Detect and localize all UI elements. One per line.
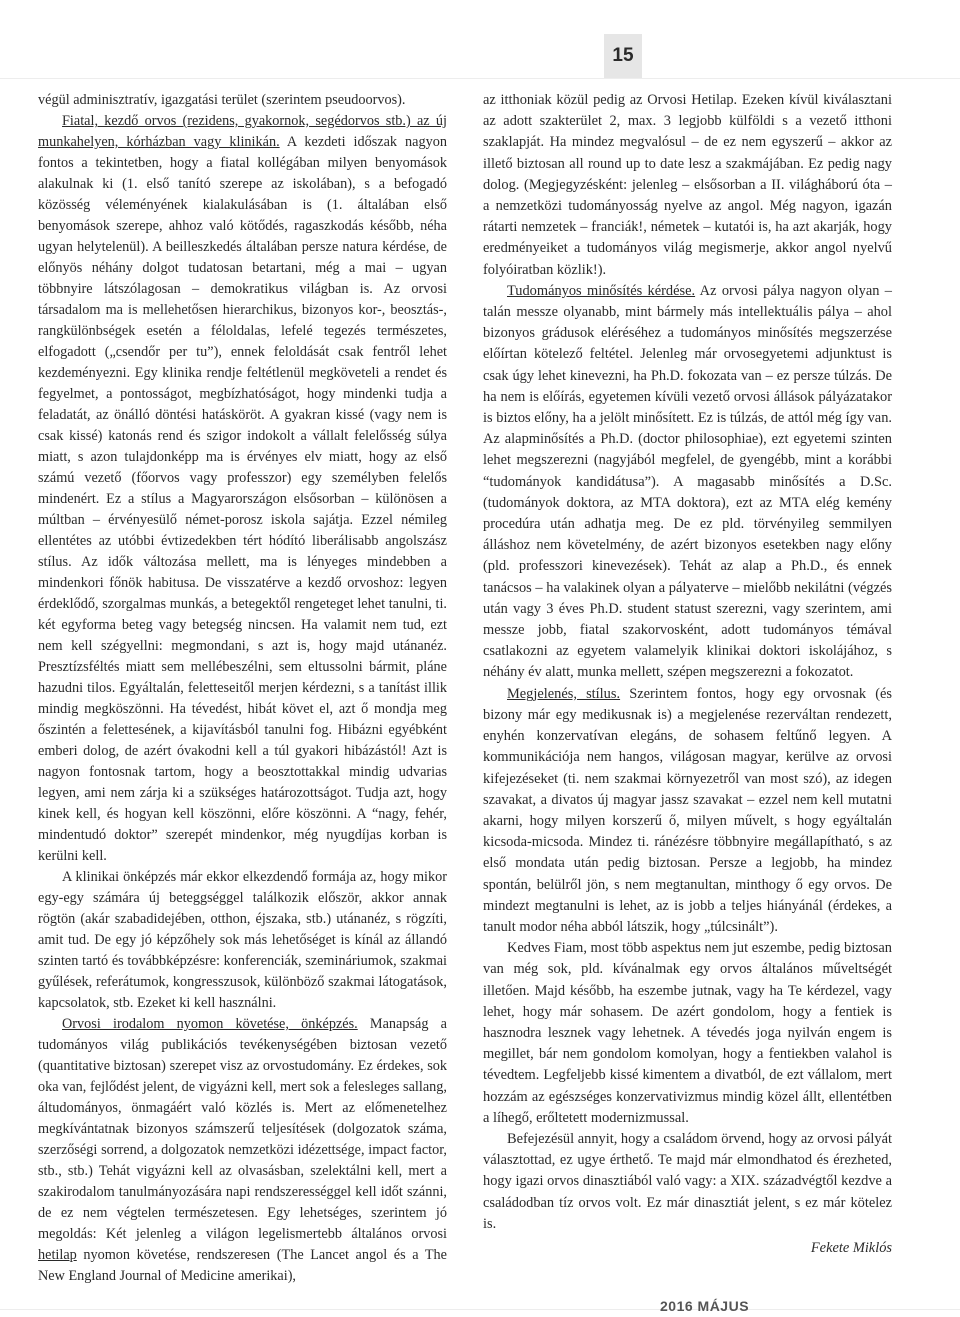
paragraph-medical-literature [38,1014,447,1287]
section-heading-appearance: Megjelenés, stílus. [507,685,621,702]
paragraph-body: nyomon követése, rendszeresen (The Lancet angol és a The New England Journal of Medicine amerikai), [38,1247,447,1284]
paragraph-body: Az orvosi pálya nagyon olyan – talán messze olyanabb, mint bármely más intellektuális pálya – ahol bizonyos grádusok eléréséhez a tudományos minősítés megszerzése előírtan kötelező feltétel. Jelenleg már orvosegyetemi adjunktust is csak úgy lehet kinevezni, ha Ph.D. fokozata van – ez persze túlzás. De ha nem is előírás, egyetemen kívüli vezető orvosi állások pályázatakor is biztos előny, ha a jelölt minősített. Ez is túlzás, de attól még így van. Az alapminősítés a Ph.D. (doctor philosophiae), ezt egyetemi szinten lehet megszerezni (nagyjából megfelel, de gyengébb, mint a korábbi “tudományok kandidátusa”). A magasabb minősítés a D.Sc. (tudományok doktora, az MTA doktora), ezt az MTA elég kemény procedúra után adhatja meg. De ez pld. törvényileg semmilyen álláshoz nem követelmény, de azért bizonyos esetekben nagy előny (pld. professzori kinevezések). Tehát az alap a Ph.D., és ennek tanácsos – ha valakinek olyan a pályaterve – mielőbb nekilátni (végzés után vagy 3 éves Ph.D. student statust szerezni, vagy szerintem, ami messze jobb, fiatal szakorvosként, adott tudományos témával csatlakozni az egyetem valamelyik klinikai doktori iskolájához, s néhány év alatt, munka mellett, szépen megszerezni a fokozatot. [483,282,892,681]
paragraph-body: A kezdeti időszak nagyon fontos a tekintetben, hogy a fiatal kollégában milyen benyomások alakulnak ki (1. első tanító szerepe az iskolában), s a befogadó közösség véleményének kialakulásában is (1. általában első benyomások szerepe, ahhoz való kötődés, ragaszkodás később, néha ugyan helytelenül). A beilleszkedés általában persze natura kérdése, de előnyös néhány dolgot tudatosan betartani, még a mai – ugyan többnyire látszólagosan – demokratikus világban is. Az orvosi társadalom ma is mellehetősen hierarchikus, bizonyos kor-, beosztás-, rangkülönbségek esetén a féloldalas, lefelé tegezés természetes, elfogadott („csendőr per tu”), ennek feloldását csak fentről lehet kezdeményezni. Egy klinika rendje feltétlenül megköveteli a rendet és fegyelmet, a pontosságot, megbízhatóságot, hogy mindenki tudja a feladatát, az önálló döntési hatásköröt. A gyakran kissé (vagy nem is csak kissé) katonás rend és szigor indokolt a vállalt felelősség súlya miatt, s azon tulajdonképp ma is érvényes elv miatt, hogy az első számú vezető (főorvos vagy professzor) egy személyben felelős mindenért. Ez a stílus a Magyarországon elsősorban – különösen a múltban – érvényesülő német-porosz iskola sajátja. Ezzel némileg ellentétes az utóbbi évtizedekben tért hódító liberálisabb angolszász stílus. Az idők változása mellett, ma is lényeges mindebben a mindenkori főnök habitusa. De visszatérve a kezdő orvoshoz: legyen érdeklődő, szorgalmas munkás, a betegektől rengeteget lehet tanulni, ti. két egyforma beteg vagy betegség nincsen. Ha valamit nem tud, ezt nem kell szégyellni: megmondani, s azt is, hogy majd utánanéz. Presztízsféltés miatt sem mellébeszélni, sem eltussolni bármit, pláne hazudni tilos. Egyáltalán, feletteseitől merjen kérdezni, s a tanítást illik mindig megköszönni. Ha tévedést, hibát követ el, azt ő mondja meg őszintén a felettesének, a kijavításból tanulni fog. Hibázni egyébként emberi dolog, de azért óvakodni kell a túl gyakori hibázástól! Azt is nagyon fontosnak tartom, hogy a beosztottakkal mindig udvarias legyen, ami nem zárja ki a szükséges határozottságot. Tudja azt, hogy kinek kell, és hogyan kell köszönni, előre köszönni. A “nagy, fehér, mindentudó doktor” szerepét mindenkor, még nyugdíjas korban is kerülni kell. [38,134,448,864]
paragraph: végül adminisztratív, igazgatási terület (szerintem pseudoorvos). [38,92,406,108]
paragraph-young-doctor [38,111,447,867]
issue-date: 2016 MÁJUS [660,1298,750,1314]
section-heading-literature: Orvosi irodalom nyomon követése, önképzés. [62,1016,358,1032]
header-rule [0,78,960,79]
paragraph-closing-letter: Kedves Fiam, most több aspektus nem jut eszembe, pedig biztosan van még sok, pld. kívánalmak egy orvos általános műveltségét illetően. Majd később, ha eszembe jutnak, vagy ha Te kérdezel, vagy lehet, hogy már sohasem. De azért gondolom, hogy a fentiek is hasznodra lesznek vagy lehetnek. A tévedés joga nyilván engem is megillet, bár nem gondolom komolyan, hogy a fentiekben valahol is tévedtem. Legfeljebb kissé kimentem a divatból, de ezt vállalom, mert hozzám az egészséges konzervativizmus mindig közel állt, ellentétben a líhegő, erőltetett modernizmussal. [483,940,892,1126]
section-heading-young-doctor: Fiatal, kezdő orvos (rezidens, gyakornok, segédorvos stb.) az új munkahelyen, kórházban vagy klinikán. [38,113,447,150]
paragraph: az itthoniak közül pedig az Orvosi Hetilap. Ezeken kívül kiválasztani az adott szakterület 2, max. 3 legjobb külföldi s a vezető itthoni szaklapját. Ha mindez megvalósul – de ez nem egyszerű – akkor az illető biztosan all round up to date lesz a szakmájában. Ez pedig nagy dolog. (Megjegyzésként: jelenleg – elsősorban a II. világháború óta – a nemzetközi tudományosság nyelve az angol. Még nagyon, igazán rátarti nemzetek – franciák!, németek – kutatói is, ha azt akarják, hogy eredményeiket a tudományos világ megismerje, akkor angol nyelvű folyóiratban közlik!). [483,92,892,278]
section-heading-qualification: Tudományos minősítés kérdése. [507,282,696,299]
right-column [483,90,892,1259]
paragraph-appearance-style [483,684,892,938]
footer-rule [0,1309,960,1310]
paragraph-clinical-training: A klinikai önképzés már ekkor elkezdendő formája az, hogy mikor egy-egy számára új beteggséggel találkozik először, akkor annak rögtön (akár szabadidejében, otthon, éjszaka, stb.) utánanéz, s rögzíti, amit tud. De egy jó képzőhely sok más lehetőséget is kínál az állandó szinten tartó és továbbképzésre: konferenciák, szemináriumok, szakmai gyűlések, referátumok, kongresszusok, különböző szakmai látogatások, kapcsolatok, stb. Ezeket ki kell használni. [38,869,447,1011]
underlined-word: hetilap [38,1247,77,1263]
paragraph-body: Szerintem fontos, hogy egy orvosnak (és bizony már egy medikusnak is) a megjelenése rezerváltan rendezett, enyhén konzervatívan elegáns, de sohasem feltűnő legyen. A kommunikációja nem hangos, világosan magyar, kerülve az orvosi kifejezéseket (ti. nem szakmai környezetről van most szó), az idegen szavakat, a divatos új magyar jassz szavakat – ezzel nem kell mutatni akarni, hogy milyen korszerű ő, milyen művelt, s hogy egyáltalán kicsoda-micsoda. Mindez ti. ránézésre többnyire megállapítható, s az első mondata után pedig biztosan. Persze a legjobb, ha mindez spontán, belülről jön, s nem megtanultan, minthogy ő egy orvos. De mindezt megtanulni is lehet, az is jobb a teljes hiányánál (érdekes, a tanult modor néha abból látszik, hogy „túlcsinált”). [483,685,892,935]
author-signature: Fekete Miklós [810,1239,892,1256]
paragraph-body: Manapság a tudományos világ publikációs tevékenységében biztosan vezető (quantitative biztosan) szerepet visz az orvostudomány. Ez érdekes, sok oka van, fejlődést jelent, de vigyázni kell, mert sok a felesleges sallang, áltudományos, önmagáért való közlés is. Mert az előmenetelhez megkívántatnak bizonyos számszerű teljesítések (dolgozatok száma, szerzőségi sorrend, a dolgozatok nemzetközi idézettsége, impact factor, stb., stb.) Tehát vigyázni kell az olvasásban, szelektálni kell, mert a szakirodalom tanulmányozására napi rendszerességgel kell időt szánni, de ez nem végtelen természetesen. Egy lehetséges, szerintem jó megoldás: Két jelenleg a világon legelismertebb általános orvosi [38,1016,447,1242]
paragraph-scientific-qualification [483,281,892,684]
paragraph-conclusion: Befejezésül annyit, hogy a családom örvend, hogy az orvosi pályát választottad, ez ugye érthető. Te majd már elmondhatod és érezheted, hogy igazi orvos dinasztiából való vagy: a XIX. századvégtől kezdve a családodban tíz orvos volt. Ez már dinasztiát jelent, s ez már kötelez is. [483,1130,892,1232]
page-number-text: 15 [612,45,634,66]
page-number [604,34,642,78]
left-column [38,90,447,1287]
